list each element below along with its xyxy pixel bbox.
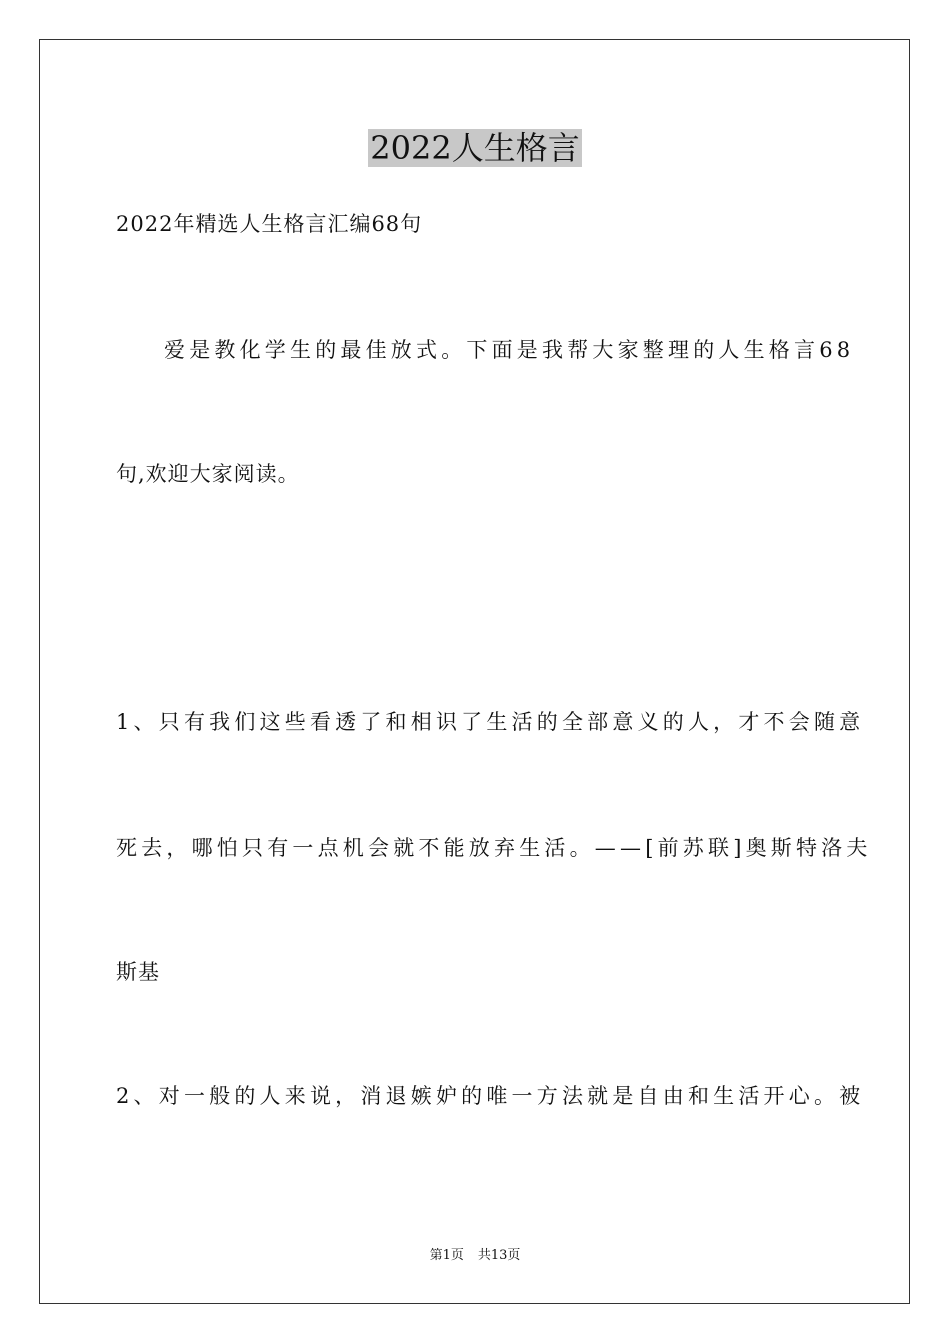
document-title xyxy=(0,128,950,168)
page-number-current: 第1页 xyxy=(429,1248,464,1263)
quote-1-line-2: 死去，哪怕只有一点机会就不能放弃生活。——[前苏联]奥斯特洛夫 xyxy=(116,836,872,860)
quote-2-line-1: 2、对一般的人来说，消退嫉妒的唯一方法就是自由和生活开心。被 xyxy=(116,1084,865,1108)
intro-paragraph-line-2: 句,欢迎大家阅读。 xyxy=(116,462,300,486)
document-subtitle: 2022年精选人生格言汇编68句 xyxy=(116,212,423,236)
quote-1-line-3: 斯基 xyxy=(116,960,160,984)
quote-1-line-1: 1、只有我们这些看透了和相识了生活的全部意义的人，才不会随意 xyxy=(116,710,865,734)
page-count-total: 共13页 xyxy=(477,1248,521,1263)
page-footer xyxy=(0,1247,950,1265)
intro-paragraph-line-1: 爱是教化学生的最佳放式。下面是我帮大家整理的人生格言68 xyxy=(164,338,855,362)
document-title-text: 2022人生格言 xyxy=(370,129,580,167)
